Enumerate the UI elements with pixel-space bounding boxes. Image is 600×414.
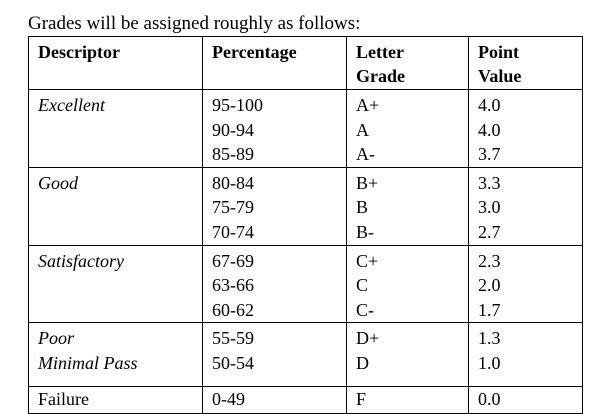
cell-point-value: 4.0 [469, 90, 583, 118]
cell-letter-grade: C+ [347, 245, 469, 273]
cell-point-value: 1.0 [469, 351, 583, 376]
cell-letter-grade: C [347, 273, 469, 298]
cell-letter-grade: C- [347, 298, 469, 323]
cell-percentage: 55-59 [203, 323, 347, 351]
header-descriptor [29, 37, 203, 90]
cell-descriptor [29, 273, 203, 298]
table-intro: Grades will be assigned roughly as follows: [28, 13, 361, 34]
cell-percentage: 67-69 [203, 245, 347, 273]
cell-descriptor [29, 90, 203, 118]
cell-point-value: 2.7 [469, 220, 583, 245]
cell-descriptor: Failure [29, 386, 203, 414]
grade-table-body [29, 90, 583, 414]
cell-percentage: 0-49 [203, 386, 347, 414]
header-percentage-label: Percentage [212, 42, 297, 62]
cell-descriptor [29, 167, 203, 195]
cell-percentage: 70-74 [203, 220, 347, 245]
cell-descriptor [29, 351, 203, 376]
cell-percentage: 50-54 [203, 351, 347, 376]
table-row [29, 118, 583, 143]
descriptor-label: Minimal Pass [38, 352, 138, 373]
spacer-row [29, 376, 583, 387]
cell-point-value: 3.7 [469, 142, 583, 167]
cell-letter-grade: B+ [347, 167, 469, 195]
cell-point-value: 2.0 [469, 273, 583, 298]
cell-letter-grade: A+ [347, 90, 469, 118]
cell-percentage: 75-79 [203, 195, 347, 220]
cell-letter-grade: D+ [347, 323, 469, 351]
cell-descriptor [29, 118, 203, 143]
cell-letter-grade: A- [347, 142, 469, 167]
cell-descriptor [29, 142, 203, 167]
cell-point-value: 1.7 [469, 298, 583, 323]
table-row [29, 351, 583, 376]
cell-point-value: 1.3 [469, 323, 583, 351]
descriptor-label: Good [38, 172, 78, 193]
cell-letter-grade: B [347, 195, 469, 220]
cell-descriptor [29, 298, 203, 323]
header-row [29, 37, 583, 90]
cell-percentage: 85-89 [203, 142, 347, 167]
descriptor-label: Satisfactory [38, 250, 124, 271]
header-letter-grade [347, 37, 469, 90]
cell-percentage: 90-94 [203, 118, 347, 143]
cell-letter-grade: A [347, 118, 469, 143]
header-descriptor-label: Descriptor [38, 42, 120, 62]
cell-point-value: 0.0 [469, 386, 583, 414]
cell-descriptor [29, 220, 203, 245]
header-point-value [469, 37, 583, 90]
descriptor-label: Excellent [38, 95, 105, 115]
spacer-cell [29, 376, 203, 387]
cell-point-value: 3.0 [469, 195, 583, 220]
cell-percentage: 60-62 [203, 298, 347, 323]
header-point-line1: Point [478, 42, 520, 62]
header-letter-line1: Letter [356, 42, 404, 62]
header-letter-line2: Grade [356, 66, 405, 86]
header-percentage [203, 37, 347, 90]
cell-percentage: 95-100 [203, 90, 347, 118]
table-row [29, 167, 583, 195]
cell-letter-grade: B- [347, 220, 469, 245]
cell-descriptor [29, 245, 203, 273]
cell-point-value: 3.3 [469, 167, 583, 195]
cell-letter-grade: F [347, 386, 469, 414]
cell-percentage: 63-66 [203, 273, 347, 298]
table-row [29, 323, 583, 351]
table-row [29, 273, 583, 298]
table-row [29, 142, 583, 167]
table-row [29, 195, 583, 220]
cell-descriptor [29, 195, 203, 220]
spacer-cell [203, 376, 347, 387]
header-point-line2: Value [478, 66, 522, 86]
failure-row [29, 386, 583, 414]
cell-letter-grade: D [347, 351, 469, 376]
cell-percentage: 80-84 [203, 167, 347, 195]
cell-point-value: 2.3 [469, 245, 583, 273]
table-row [29, 245, 583, 273]
table-row [29, 90, 583, 118]
table-row [29, 298, 583, 323]
spacer-cell [347, 376, 469, 387]
cell-point-value: 4.0 [469, 118, 583, 143]
descriptor-label: Poor [38, 328, 74, 349]
grading-scale-table [28, 36, 583, 414]
spacer-cell [469, 376, 583, 387]
table-row [29, 220, 583, 245]
cell-descriptor [29, 323, 203, 351]
